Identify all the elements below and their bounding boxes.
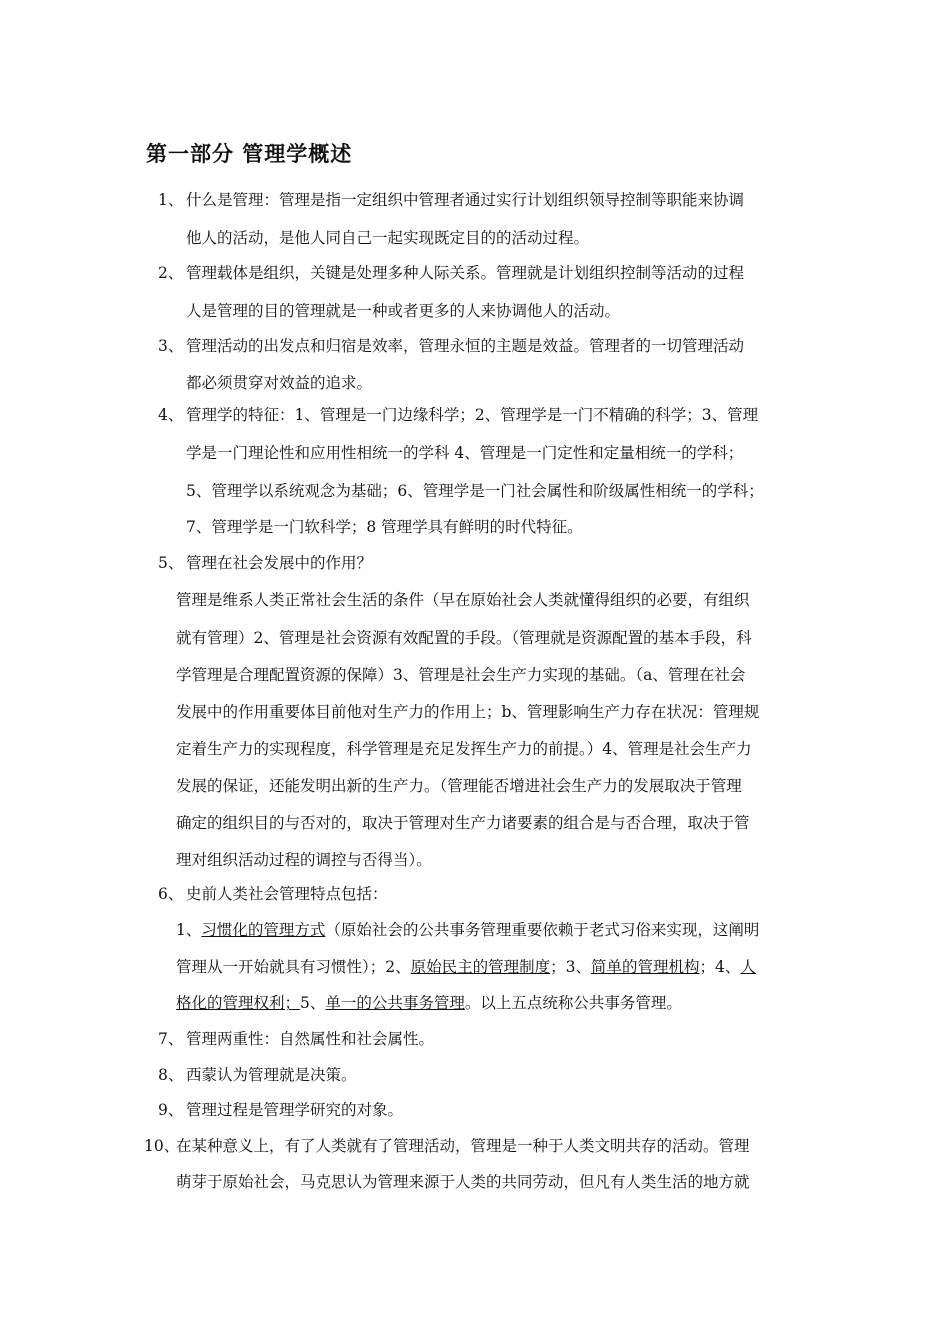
item-number: 4、	[158, 406, 184, 424]
item-line: 在某种意义上，有了人类就有了管理活动，管理是一种于人类文明共存的活动。管理	[176, 1137, 750, 1155]
paragraph-line	[176, 920, 759, 940]
item-number: 6、	[158, 885, 184, 903]
paragraph-line	[176, 993, 682, 1013]
item-number: 5、	[158, 554, 184, 572]
segment: ；3、	[550, 958, 592, 976]
item-line: 萌芽于原始社会，马克思认为管理来源于人类的共同劳动，但凡有人类生活的地方就	[176, 1173, 750, 1191]
underlined-term: 人	[740, 958, 756, 976]
item-line: 西蒙认为管理就是决策。	[186, 1066, 357, 1084]
item-line: 管理过程是管理学研究的对象。	[186, 1101, 404, 1119]
segment: ；4、	[699, 958, 741, 976]
item-line: 管理载体是组织，关键是处理多种人际关系。管理就是计划组织控制等活动的过程	[186, 264, 745, 282]
item-number: 9、	[158, 1101, 184, 1119]
paragraph-line: 理对组织活动过程的调控与否得当）。	[176, 851, 432, 869]
paragraph-line: 学管理是合理配置资源的保障）3、管理是社会生产力实现的基础。（a、管理在社会	[176, 666, 746, 684]
item-line: 史前人类社会管理特点包括：	[186, 885, 388, 903]
paragraph-line: 定着生产力的实现程度，科学管理是充足发挥生产力的前提。）4、管理是社会生产力	[176, 740, 752, 758]
item-line: 管理两重性：自然属性和社会属性。	[186, 1030, 435, 1048]
item-line: 人是管理的目的管理就是一种或者更多的人来协调他人的活动。	[186, 302, 621, 320]
segment: 5、	[300, 994, 326, 1012]
item-line: 7、管理学是一门软科学；8 管理学具有鲜明的时代特征。	[186, 518, 583, 536]
paragraph-line: 确定的组织目的与否对的，取决于管理对生产力诸要素的组合是与否合理，取决于管	[176, 814, 750, 832]
item-number: 2、	[158, 264, 184, 282]
item-line: 都必须贯穿对效益的追求。	[186, 374, 373, 392]
section-title: 第一部分 管理学概述	[146, 142, 353, 166]
segment: 管理从一开始就具有习惯性）；2、	[176, 958, 411, 976]
paragraph-line: 就有管理）2、管理是社会资源有效配置的手段。（管理就是资源配置的基本手段，科	[176, 629, 752, 647]
item-number: 1、	[158, 191, 184, 209]
item-line: 他人的活动，是他人同自己一起实现既定目的的活动过程。	[186, 229, 590, 247]
item-number: 7、	[158, 1030, 184, 1048]
item-line: 什么是管理：管理是指一定组织中管理者通过实行计划组织领导控制等职能来协调	[186, 191, 745, 209]
item-number: 8、	[158, 1066, 184, 1084]
segment: （原始社会的公共事务管理重要依赖于老式习俗来实现，这阐明	[325, 921, 760, 939]
paragraph-line: 发展的保证，还能发明出新的生产力。（管理能否增进社会生产力的发展取决于管理	[176, 777, 742, 795]
underlined-term: 简单的管理机构	[591, 958, 700, 976]
item-line: 管理学的特征：1、管理是一门边缘科学；2、管理学是一门不精确的科学；3、管理	[186, 406, 759, 424]
underlined-term: 习惯化的管理方式	[201, 921, 326, 939]
item-line: 5、管理学以系统观念为基础；6、管理学是一门社会属性和阶级属性相统一的学科；	[186, 482, 764, 500]
segment: 1、	[176, 921, 202, 939]
paragraph-line: 管理是维系人类正常社会生活的条件（早在原始社会人类就懂得组织的必要，有组织	[176, 591, 750, 609]
item-line: 管理在社会发展中的作用？	[186, 554, 373, 572]
item-line: 学是一门理论性和应用性相统一的学科 4、管理是一门定性和定量相统一的学科；	[186, 444, 744, 462]
item-number: 3、	[158, 337, 184, 355]
item-number: 10、	[144, 1137, 180, 1155]
underlined-term: 原始民主的管理制度	[410, 958, 551, 976]
paragraph-line: 发展中的作用重要体目前他对生产力的作用上；b、管理影响生产力存在状况：管理规	[176, 703, 760, 721]
underlined-term: 格化的管理权利；	[176, 994, 301, 1012]
paragraph-line	[176, 957, 756, 977]
segment: 。以上五点统称公共事务管理。	[464, 994, 682, 1012]
underlined-term: 单一的公共事务管理	[325, 994, 465, 1012]
item-line: 管理活动的出发点和归宿是效率，管理永恒的主题是效益。管理者的一切管理活动	[186, 337, 745, 355]
